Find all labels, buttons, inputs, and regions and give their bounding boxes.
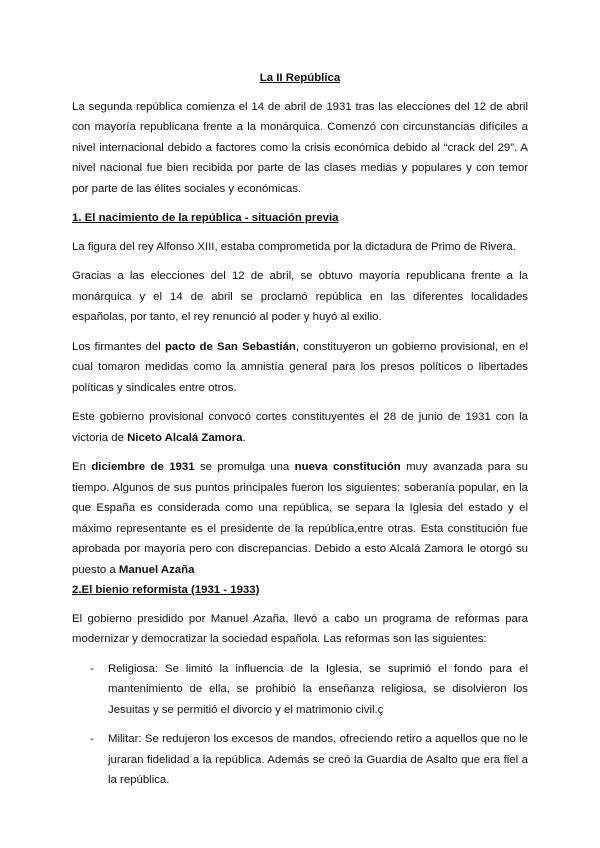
section1-paragraph-1: La figura del rey Alfonso XIII, estaba comprometida por la dictadura de Primo de Rivera.	[72, 240, 516, 253]
intro-paragraph: La segunda república comienza el 14 de abril de 1931 tras las elecciones del 12 de abril con mayoría republicana frente a la monárquica. Comenzó con circunstancias difíciles a nivel internacional debido a factores como la crisis económica debido al “crack del 29”. A nivel nacional fue bien recibida por parte de las clases medias y populares y con temor por parte de las élites sociales y económicas.	[72, 100, 528, 195]
list-item-text: Militar: Se redujeron los excesos de mandos, ofreciendo retiro a aquellos que no le juraran fidelidad a la república. Además se creó la Guardia de Asalto que era fiel a la república.	[108, 733, 528, 786]
bold-term-constitucion: nueva constitución	[294, 461, 401, 473]
text-run: Los firmantes del	[72, 340, 165, 353]
document-title: La II República	[259, 72, 341, 84]
document-body	[72, 68, 528, 800]
bullet-dash: -	[90, 662, 94, 675]
bold-term-niceto: Niceto Alcalá Zamora	[127, 431, 243, 444]
reforms-list	[72, 659, 528, 791]
section1-paragraph-4	[72, 407, 528, 448]
section2-paragraph-1: El gobierno presidido por Manuel Azaña, llevó a cabo un programa de reformas para modernizar y democratizar la sociedad española. Las reformas son las siguientes:	[72, 612, 528, 645]
section2-heading: 2.El bienio reformista (1931 - 1933)	[72, 584, 260, 596]
text-run: En	[72, 461, 92, 473]
text-run: muy avanzada para su tiempo. Algunos de sus puntos principales fueron los siguientes: soberanía popular, en la que España es considerada como una república, se separa la Iglesia del estado y el máximo representante es el presidente de la república,entre otras. Esta constitución fue aprobada por mayoría pero con discrepancias. Debido a esto Alcalá Zamora le otorgó su puesto a	[72, 461, 528, 576]
section1-heading: 1. El nacimiento de la república - situación previa	[72, 212, 339, 224]
text-run: Este gobierno provisional convocó cortes constituyentes el 28 de junio de 1931 con la victoria de	[72, 411, 528, 444]
text-run: se promulga una	[194, 461, 295, 473]
bold-term-azana: Manuel Azaña	[118, 563, 195, 576]
bold-term-pacto: pacto de San Sebastián	[164, 340, 296, 353]
list-item-text: Religiosa: Se limitó la influencia de la Iglesia, se suprimió el fondo para el mantenimiento de ella, se prohibió la enseñanza religiosa, se disolvieron los Jesuitas y se permitió el divorcio y el matrimonio civil.ç	[108, 662, 528, 716]
list-item	[72, 659, 528, 721]
text-run: .	[242, 431, 246, 444]
bold-term-diciembre: diciembre de 1931	[91, 461, 195, 473]
list-item	[72, 729, 528, 791]
section1-paragraph-2: Gracias a las elecciones del 12 de abril, se obtuvo mayoría republicana frente a la monárquica y el 14 de abril se proclamó república en las diferentes localidades españolas, por tanto, el rey renunció al poder y huyó al exilio.	[72, 270, 528, 323]
bullet-dash: -	[90, 733, 94, 745]
section1-paragraph-3	[72, 337, 528, 399]
text-run: , constituyeron un gobierno provisional, en el cual tomaron medidas como la amnistía general para los presos políticos o libertades políticas y sindicales entre otros.	[72, 340, 528, 394]
section1-paragraph-5	[72, 457, 528, 580]
